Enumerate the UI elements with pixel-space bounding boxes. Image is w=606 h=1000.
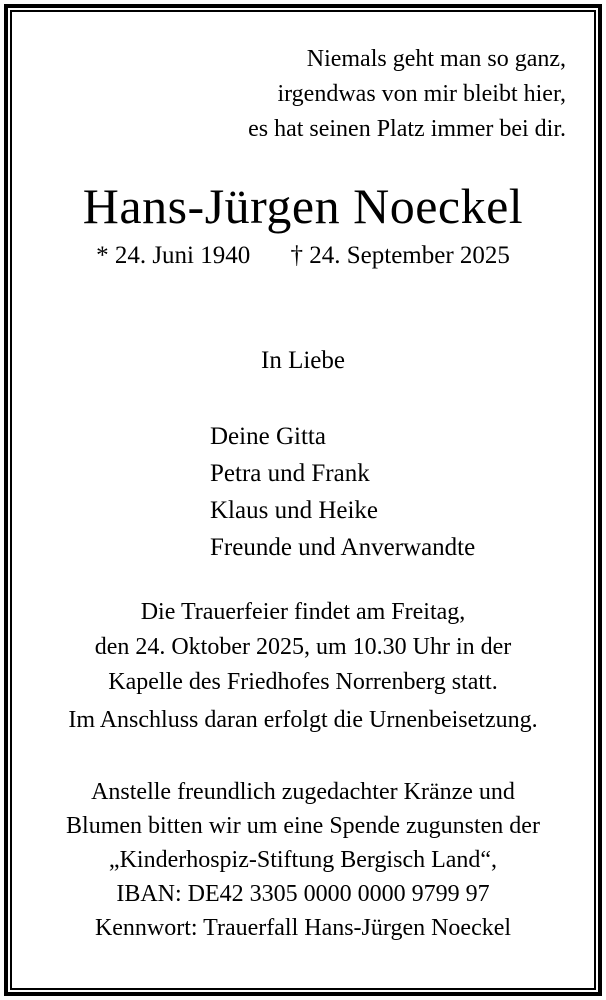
life-dates bbox=[12, 240, 594, 272]
deceased-name: Hans-Jürgen Noeckel bbox=[82, 178, 524, 234]
funeral-service-info bbox=[12, 595, 594, 700]
donation-line: Anstelle freundlich zugedachter Kränze und bbox=[91, 779, 515, 805]
mourners-list bbox=[12, 418, 594, 566]
closing-phrase: In Liebe bbox=[261, 347, 345, 374]
mourner-line: Petra und Frank bbox=[210, 460, 370, 487]
donation-line: Kennwort: Trauerfall Hans-Jürgen Noeckel bbox=[94, 915, 512, 941]
mourner-line: Freunde und Anverwandte bbox=[210, 534, 476, 561]
donation-line: „Kinderhospiz-Stiftung Bergisch Land“, bbox=[108, 847, 498, 873]
birth-date: * 24. Juni 1940 bbox=[96, 242, 251, 269]
epigraph-line: irgendwas von mir bleibt hier, bbox=[277, 81, 566, 107]
service-line: Kapelle des Friedhofes Norrenberg statt. bbox=[108, 669, 498, 695]
service-line: Die Trauerfeier findet am Freitag, bbox=[140, 599, 466, 625]
inner-border-frame bbox=[10, 10, 596, 990]
epigraph-line: Niemals geht man so ganz, bbox=[306, 46, 566, 72]
mourner-line: Klaus und Heike bbox=[210, 497, 379, 524]
donation-line: Blumen bitten wir um eine Spende zugunsten der bbox=[66, 813, 540, 839]
notice-content bbox=[12, 12, 594, 988]
burial-note: Im Anschluss daran erfolgt die Urnenbeisetzung. bbox=[68, 707, 538, 733]
service-line: den 24. Oktober 2025, um 10.30 Uhr in der bbox=[94, 634, 512, 660]
mourner-line: Deine Gitta bbox=[210, 423, 326, 450]
epigraph-verse bbox=[12, 42, 594, 147]
donation-line: IBAN: DE42 3305 0000 0000 9799 97 bbox=[116, 881, 490, 907]
death-date: † 24. September 2025 bbox=[290, 242, 510, 269]
outer-border-frame bbox=[4, 4, 602, 996]
epigraph-line: es hat seinen Platz immer bei dir. bbox=[248, 116, 566, 142]
donation-info bbox=[12, 775, 594, 945]
